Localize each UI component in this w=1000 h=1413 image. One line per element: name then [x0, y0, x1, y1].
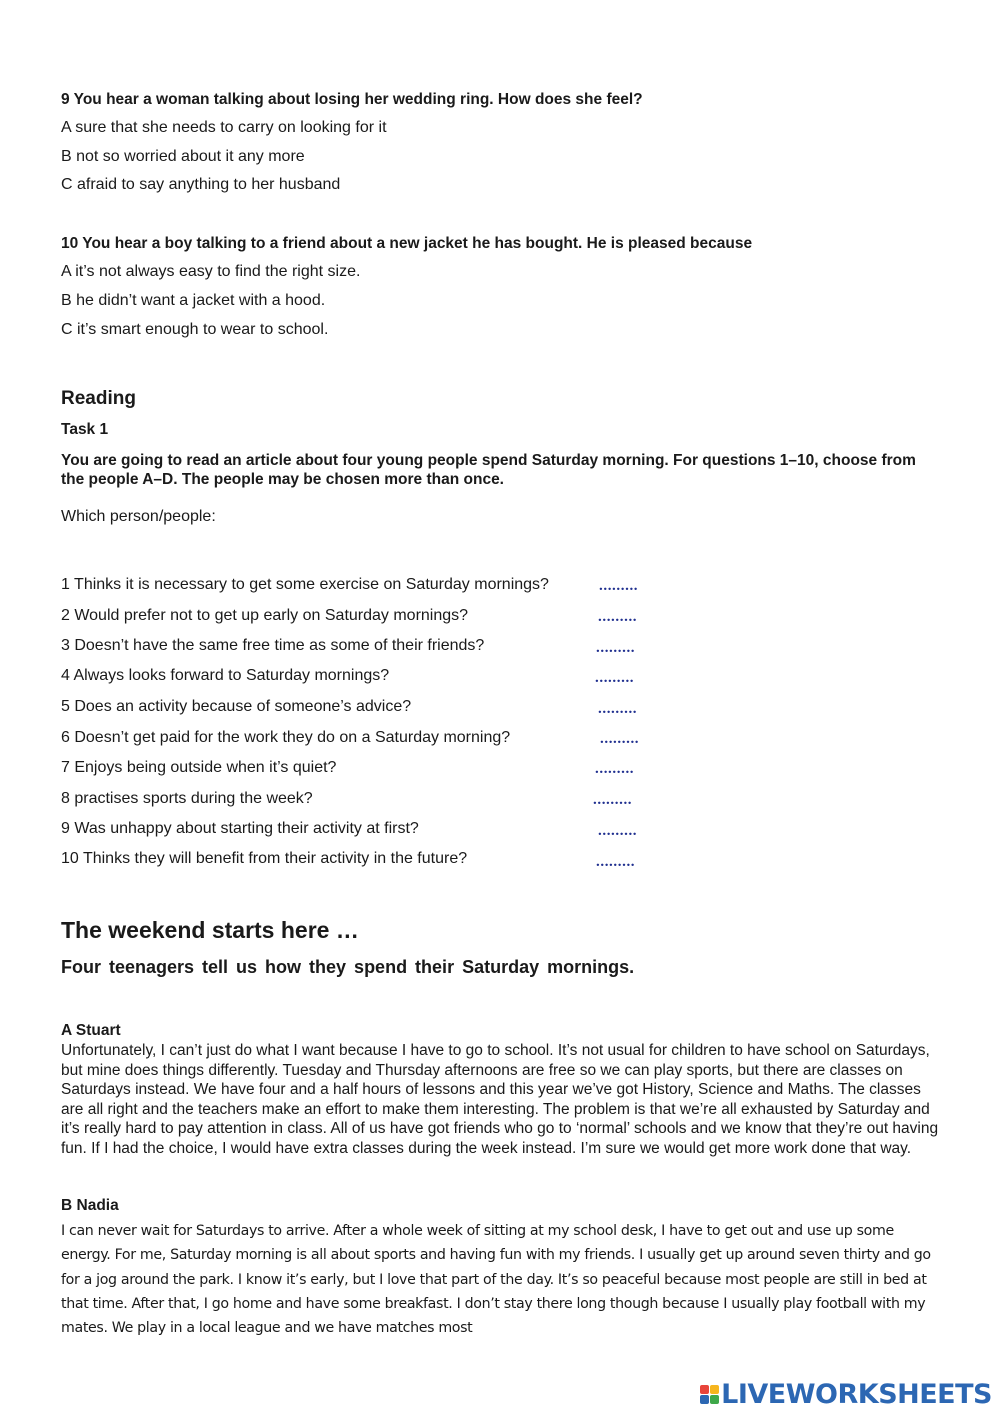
- answer-blank-4[interactable]: .........: [595, 670, 635, 686]
- answer-blank-3[interactable]: .........: [596, 640, 636, 656]
- which-person-label: Which person/people:: [61, 508, 216, 525]
- article-subtitle: Four teenagers tell us how they spend their Saturday mornings.: [61, 957, 635, 977]
- question-10-option-b[interactable]: B he didn’t want a jacket with a hood.: [61, 292, 326, 309]
- logo-square-green: [710, 1395, 719, 1404]
- reading-item-9: 9 Was unhappy about starting their activity at first?: [61, 820, 419, 837]
- person-b-text: I can never wait for Saturdays to arrive. After a whole week of sitting at my school desk, I have to get out and use up some energy. For me, Saturday morning is all about sports and having fun with my friends. I usually get up around seven thirty and go for a jog around the park. I know it’s early, but I love that part of the day. It’s so peaceful because most people are still in bed at that time. After that, I go home and have some breakfast. I don’t stay there long though because I usually play football with my mates. We play in a local league and we have matches most: [61, 1223, 931, 1337]
- reading-heading: Reading: [61, 388, 136, 409]
- reading-item-7: 7 Enjoys being outside when it’s quiet?: [61, 759, 337, 776]
- task-heading: Task 1: [61, 421, 109, 438]
- logo-square-red: [700, 1385, 709, 1394]
- liveworksheets-mark-icon: [700, 1385, 719, 1404]
- task-instructions: You are going to read an article about four young people spend Saturday morning. For questions 1–10, choose from the people A–D. The people may be chosen more than once.: [61, 452, 916, 488]
- reading-item-4: 4 Always looks forward to Saturday mornings?: [61, 667, 390, 684]
- answer-blank-2[interactable]: .........: [598, 609, 638, 625]
- question-10-option-a[interactable]: A it’s not always easy to find the right size.: [61, 263, 361, 280]
- answer-blank-10[interactable]: .........: [596, 854, 636, 870]
- answer-blank-8[interactable]: .........: [593, 792, 633, 808]
- reading-item-8: 8 practises sports during the week?: [61, 790, 313, 807]
- logo-text: LIVEWORKSHEETS: [721, 1378, 992, 1410]
- person-a-text: Unfortunately, I can’t just do what I want because I have to go to school. It’s not usual for children to have school on Saturdays, but mine does things differently. Tuesday and Thursday afternoons are free so we can play sports, but there are classes on Saturdays instead. We have four and a half hours of lessons and this year we’ve got History, Science and Maths. The classes are all right and the teachers make an effort to make them interesting. The problem is that we’re all exhausted by Saturday and it’s really hard to pay attention in class. All of us have got friends who go to ‘normal’ schools and we know that they’re out having fun. If I had the choice, I would have extra classes during the week instead. I’m sure we would get more work done that way.: [61, 1042, 939, 1157]
- article-title: The weekend starts here …: [61, 917, 359, 943]
- logo-square-yellow: [710, 1385, 719, 1394]
- reading-item-10: 10 Thinks they will benefit from their activity in the future?: [61, 850, 468, 867]
- liveworksheets-logo[interactable]: [700, 1379, 992, 1409]
- answer-blank-1[interactable]: .........: [599, 578, 639, 594]
- person-b-name: B Nadia: [61, 1197, 119, 1214]
- person-a-name: A Stuart: [61, 1022, 121, 1039]
- reading-item-6: 6 Doesn’t get paid for the work they do on a Saturday morning?: [61, 729, 511, 746]
- answer-blank-5[interactable]: .........: [598, 701, 638, 717]
- reading-item-2: 2 Would prefer not to get up early on Saturday mornings?: [61, 607, 469, 624]
- reading-item-3: 3 Doesn’t have the same free time as some of their friends?: [61, 637, 485, 654]
- question-10-option-c[interactable]: C it’s smart enough to wear to school.: [61, 321, 329, 338]
- answer-blank-6[interactable]: .........: [600, 731, 640, 747]
- reading-item-5: 5 Does an activity because of someone’s advice?: [61, 698, 412, 715]
- question-10-title: 10 You hear a boy talking to a friend about a new jacket he has bought. He is pleased because: [61, 235, 753, 252]
- reading-item-1: 1 Thinks it is necessary to get some exercise on Saturday mornings?: [61, 576, 549, 593]
- question-9-option-a[interactable]: A sure that she needs to carry on looking for it: [61, 119, 387, 136]
- logo-square-blue: [700, 1395, 709, 1404]
- question-9-option-c[interactable]: C afraid to say anything to her husband: [61, 176, 341, 193]
- question-9-option-b[interactable]: B not so worried about it any more: [61, 148, 305, 165]
- answer-blank-7[interactable]: .........: [595, 761, 635, 777]
- question-9-title: 9 You hear a woman talking about losing her wedding ring. How does she feel?: [61, 91, 643, 108]
- answer-blank-9[interactable]: .........: [598, 823, 638, 839]
